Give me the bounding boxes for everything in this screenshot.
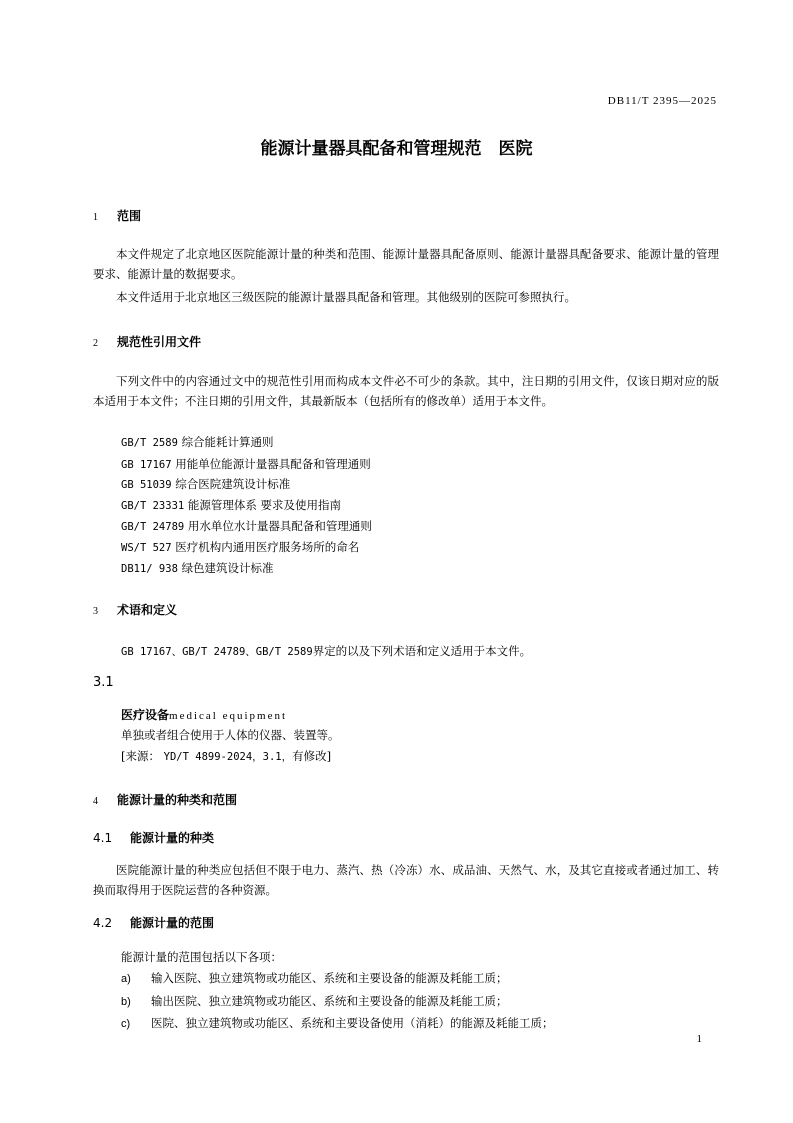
list-text: 输入医院、独立建筑物或功能区、系统和主要设备的能源及耗能工质； [151, 971, 508, 985]
subsection-4-2-heading [93, 914, 214, 931]
reference-name: 绿色建筑设计标准 [181, 561, 274, 575]
term-name-cn: 医疗设备 [121, 708, 170, 722]
section-number: 1 [93, 212, 98, 223]
reference-item [121, 476, 290, 492]
section-number: 2 [93, 338, 98, 349]
subsection-title: 能源计量的种类 [130, 831, 215, 845]
page-number: 1 [696, 1033, 702, 1045]
reference-item [121, 560, 274, 576]
section-3-heading [93, 601, 177, 618]
document-title: 能源计量器具配备和管理规范 医院 [260, 139, 533, 159]
reference-name: 能源管理体系 要求及使用指南 [187, 498, 342, 512]
section-title: 范围 [117, 209, 142, 223]
term-source [121, 748, 331, 764]
terms-intro-text: 界定的以及下列术语和定义适用于本文件。 [312, 644, 532, 658]
references-intro: 下列文件中的内容通过文中的规范性引用而构成本文件必不可少的条款。其中，注日期的引用文件，仅该日期对应的版本适用于本文件；不注日期的引用文件，其最新版本（包括所有的修改单）适用于本文件。 [93, 374, 719, 408]
section-title: 规范性引用文件 [117, 335, 202, 349]
subsection-title: 能源计量的范围 [130, 916, 215, 930]
section-number: 4 [93, 796, 98, 807]
list-marker: b) [121, 996, 131, 1008]
standard-code: DB11/T 2395—2025 [607, 95, 717, 107]
list-text: 医院、独立建筑物或功能区、系统和主要设备使用（消耗）的能源及耗能工质； [151, 1016, 554, 1030]
reference-code: DB11/ 938 [121, 563, 178, 575]
term-source-prefix: [来源： [121, 749, 160, 763]
list-item [121, 970, 508, 986]
section-number: 3 [93, 606, 98, 617]
list-item [121, 1015, 554, 1031]
list-marker: c) [121, 1018, 131, 1030]
term-name-en: medical equipment [169, 710, 288, 722]
reference-name: 综合医院建筑设计标准 [175, 477, 291, 491]
term-source-suffix: 有修改] [292, 749, 332, 763]
reference-name: 用水单位水计量器具配备和管理通则 [187, 519, 372, 533]
scope-paragraph-1: 本文件规定了北京地区医院能源计量的种类和范围、能源计量器具配备原则、能源计量器具配备要求、能源计量的管理要求、能源计量的数据要求。 [93, 247, 719, 281]
energy-types-paragraph: 医院能源计量的种类应包括但不限于电力、蒸汽、热（冷冻）水、成品油、天然气、水，及其它直接或者通过加工、转换而取得用于医院运营的各种资源。 [93, 863, 719, 897]
scope-paragraph-2: 本文件适用于北京地区三级医院的能源计量器具配备和管理。其他级别的医院可参照执行。 [116, 290, 576, 304]
reference-code: GB 51039 [121, 479, 172, 491]
reference-item [121, 539, 359, 555]
list-item [121, 993, 508, 1009]
reference-item [121, 497, 341, 513]
reference-item [121, 456, 371, 472]
reference-name: 医疗机构内通用医疗服务场所的命名 [175, 540, 360, 554]
term-number: 3.1 [93, 675, 114, 690]
section-title: 能源计量的种类和范围 [117, 793, 238, 807]
terms-intro-codes: GB 17167、GB/T 24789、GB/T 2589 [121, 646, 313, 658]
scope-list-intro: 能源计量的范围包括以下各项： [121, 950, 282, 964]
reference-code: WS/T 527 [121, 542, 172, 554]
reference-code: GB/T 24789 [121, 521, 185, 533]
term-source-ref: YD/T 4899-2024，3.1， [163, 751, 293, 763]
term-heading [121, 706, 287, 723]
reference-code: GB/T 2589 [121, 437, 178, 449]
subsection-number: 4.2 [93, 916, 113, 930]
reference-name: 用能单位能源计量器具配备和管理通则 [175, 457, 371, 471]
list-text: 输出医院、独立建筑物或功能区、系统和主要设备的能源及耗能工质； [151, 994, 508, 1008]
reference-item [121, 518, 372, 534]
reference-name: 综合能耗计算通则 [181, 435, 274, 449]
subsection-number: 4.1 [93, 831, 113, 845]
subsection-4-1-heading [93, 829, 214, 846]
list-marker: a) [121, 973, 131, 985]
terms-intro [121, 643, 531, 659]
section-1-heading [93, 207, 141, 224]
term-definition: 单独或者组合使用于人体的仪器、装置等。 [121, 728, 340, 742]
reference-code: GB 17167 [121, 459, 172, 471]
reference-item [121, 434, 274, 450]
section-4-heading [93, 791, 237, 808]
section-title: 术语和定义 [117, 603, 178, 617]
reference-code: GB/T 23331 [121, 500, 185, 512]
section-2-heading [93, 333, 201, 350]
